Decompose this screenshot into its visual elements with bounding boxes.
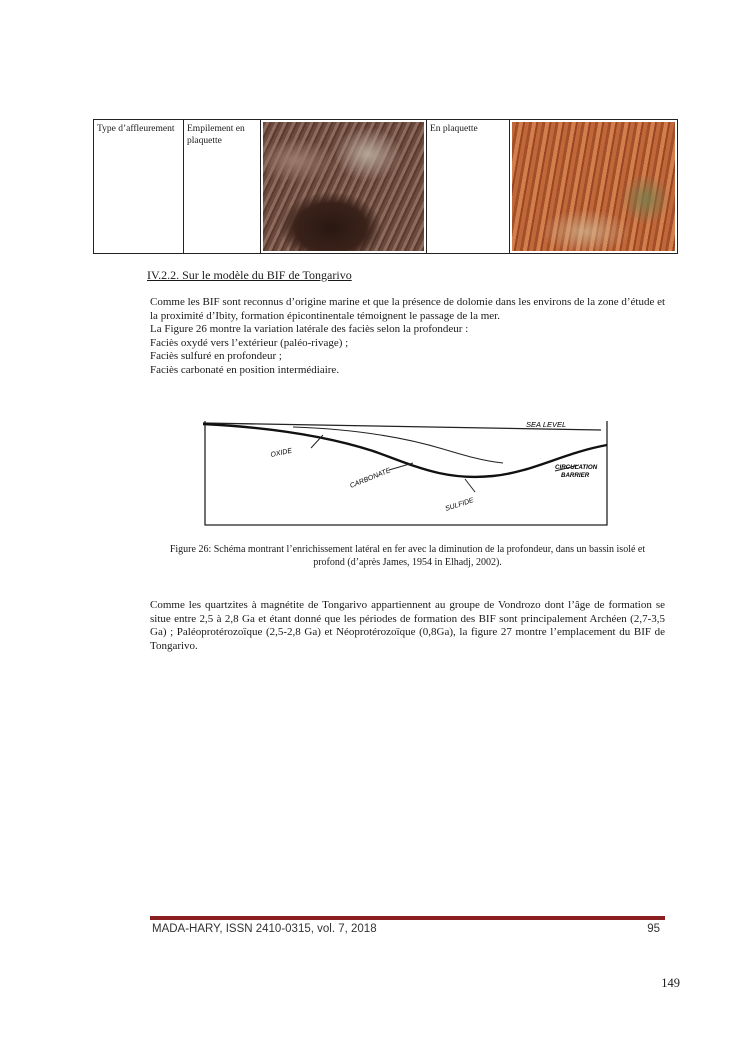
carbonate-label: CARBONATE	[349, 467, 392, 490]
intro-line: Faciès carbonaté en position intermédiaire.	[150, 363, 340, 376]
oxide-label: OXIDE	[269, 447, 293, 459]
intro-line: Faciès sulfuré en profondeur ;	[150, 350, 282, 363]
outcrop-photo-1	[263, 122, 424, 251]
bench-line	[293, 427, 503, 463]
figure-caption	[150, 543, 665, 569]
table-cell-type: Type d’affleurement	[94, 120, 184, 254]
basin-floor-line	[203, 424, 607, 477]
footer-rule	[150, 916, 665, 920]
carbonate-leader	[389, 463, 413, 470]
basin-facies-diagram	[203, 413, 610, 531]
caption-line: Figure 26: Schéma montrant l’enrichissement latéral en fer avec la diminution de la profondeur, dans un bassin isolé et	[169, 544, 646, 555]
table-cell-empilement: Empilement en plaquette	[184, 120, 261, 254]
circulation-label: CIRCULATION	[555, 464, 598, 471]
sulfide-label: SULFIDE	[444, 497, 475, 513]
table-cell-photo1	[261, 120, 427, 254]
page-number: 149	[661, 976, 680, 990]
outcrop-table	[93, 119, 678, 254]
barrier-label: BARRIER	[561, 472, 590, 479]
section-heading: IV.2.2. Sur le modèle du BIF de Tongarivo	[147, 268, 352, 282]
table-row	[94, 120, 678, 254]
table-cell-photo2	[510, 120, 678, 254]
sulfide-leader	[465, 479, 475, 492]
caption-line: profond (d’après James, 1954 in Elhadj, 2002).	[313, 557, 502, 568]
journal-citation: MADA-HARY, ISSN 2410-0315, vol. 7, 2018	[152, 923, 377, 935]
table-cell-plaquette: En plaquette	[427, 120, 510, 254]
outcrop-photo-2	[512, 122, 675, 251]
intro-text	[150, 296, 665, 378]
intro-paragraph: Comme les BIF sont reconnus d’origine marine et que la présence de dolomie dans les environs de la zone d’étude et la proximité d’Ibity, formation épicontinentale témoignent le passage de la mer.	[150, 296, 666, 322]
body-paragraph: Comme les quartzites à magnétite de Tongarivo appartiennent au groupe de Vondrozo dont l’âge de formation se situe entre 2,5 à 2,8 Ga et étant donné que les périodes de formation des BIF sont principalement Archéen (2,7-3,5 Ga) ; Paléoprotérozoïque (2,5-2,8 Ga) et Néoprotérozoïque (0,8Ga), la figure 27 montre l’emplacement du BIF de Tongarivo.	[150, 599, 665, 652]
journal-page-number: 95	[647, 923, 660, 935]
diagram-frame	[205, 421, 607, 525]
intro-line: Faciès oxydé vers l’extérieur (paléo-rivage) ;	[150, 336, 349, 349]
intro-line: La Figure 26 montre la variation latérale des faciès selon la profondeur :	[150, 323, 469, 336]
sea-level-label: SEA LEVEL	[526, 420, 567, 429]
